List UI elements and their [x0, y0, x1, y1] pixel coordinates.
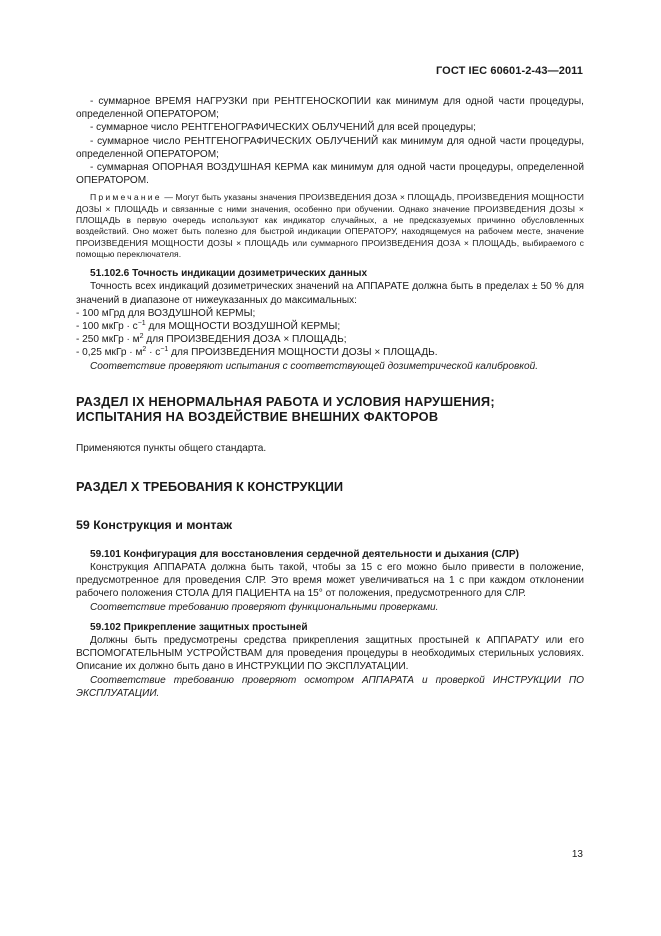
compliance-check: Соответствие проверяют испытания с соответствующей дозиметрической калибровкой. [90, 360, 539, 372]
compliance-check: Соответствие требованию проверяют функциональными проверками. [90, 601, 439, 613]
list-item: - суммарное число РЕНТГЕНОГРАФИЧЕСКИХ ОБЛУЧЕНИЙ для всей процедуры; [90, 122, 476, 134]
note-text: — Могут быть указаны значения ПРОИЗВЕДЕНИЯ ДОЗА × ПЛОЩАДЬ, ПРОИЗВЕДЕНИЯ МОЩНОСТИ ДОЗЫ × ПЛОЩАДЬ и связанные с ними значения, особенно при обучении. Однако значение ПРОИЗВЕДЕНИЯ ДОЗЫ × ПЛОЩАДЬ в первую очередь используют как индикатор случайных, а не предсказуемых причинно обусловленных воздействий. Оно может быть полезно для быстрой индикации ОПЕРАТОРУ, находящемуся на рабочем месте, значение ПРОИЗВЕДЕНИЯ МОЩНОСТИ ДОЗЫ × ПЛОЩАДЬ или суммарного ПРОИЗВЕДЕНИЯ ДОЗА × ПЛОЩАДЬ, выбираемого с помощью переключателя. [76, 192, 584, 259]
clause-51-102-6-title: 51.102.6 Точность индикации дозиметрических данных [90, 268, 368, 280]
dosimetric-values-list [76, 307, 584, 360]
section-9-heading: РАЗДЕЛ IX НЕНОРМАЛЬНАЯ РАБОТА И УСЛОВИЯ НАРУШЕНИЯ; ИСПЫТАНИЯ НА ВОЗДЕЙСТВИЕ ВНЕШНИХ ФАКТОРОВ [76, 393, 495, 425]
note-label: Примечание [90, 192, 162, 203]
section-10-heading: РАЗДЕЛ X ТРЕБОВАНИЯ К КОНСТРУКЦИИ [76, 479, 344, 495]
note-paragraph [76, 192, 584, 260]
list-item: - суммарное ВРЕМЯ НАГРУЗКИ при РЕНТГЕНОСКОПИИ как минимум для одной части процедуры, определенной ОПЕРАТОРОМ; [76, 96, 584, 121]
list-item: - 250 мкГр · $м^2$ для ПРОИЗВЕДЕНИЯ ДОЗА × ПЛОЩАДЬ; [76, 333, 347, 346]
standard-header: ГОСТ IEC 60601-2-43—2011 [435, 65, 583, 77]
list-item: - суммарная ОПОРНАЯ ВОЗДУШНАЯ КЕРМА как минимум для одной части процедуры, определенной ОПЕРАТОРОМ. [76, 162, 584, 187]
list-item: - 100 мГрд для ВОЗДУШНОЙ КЕРМЫ; [76, 307, 256, 319]
section-9-text: Применяются пункты общего стандарта. [76, 442, 267, 454]
list-item: - суммарное число РЕНТГЕНОГРАФИЧЕСКИХ ОБЛУЧЕНИЙ как минимум для одной части процедуры, определенной ОПЕРАТОРОМ; [76, 135, 584, 160]
list-item: - 0,25 мкГр · $м^2 \cdot с^{-1}$ для ПРОИЗВЕДЕНИЯ МОЩНОСТИ ДОЗЫ × ПЛОЩАДЬ. [76, 346, 438, 359]
page-content [76, 95, 584, 700]
clause-59-101-text: Конструкция АППАРАТА должна быть такой, чтобы за 15 с его можно было привести в положение, предусмотренное для проведения СЛР. Это время может увеличиваться на 1 с при каждом отклонении рабочего положения СТОЛА ДЛЯ ПАЦИЕНТА на 15° от положения, предусмотренного для СЛР. [76, 561, 584, 600]
page-number: 13 [571, 849, 583, 860]
clause-59-101-title: 59.101 Конфигурация для восстановления сердечной деятельности и дыхания (СЛР) [90, 548, 519, 560]
list-item: - 100 мкГр · $с^{-1}$ для МОЩНОСТИ ВОЗДУШНОЙ КЕРМЫ; [76, 320, 341, 333]
clause-51-102-6-intro: Точность всех индикаций дозиметрических значений на АППАРАТЕ должна быть в пределах ± 50 % для значений в диапазоне от нижеуказанных до максимальных: [76, 281, 584, 306]
clause-59-102-text: Должны быть предусмотрены средства прикрепления защитных простыней к АППАРАТУ или его ВСПОМОГАТЕЛЬНЫМ УСТРОЙСТВАМ для проведения процедуры в необходимых стерильных условиях. Описание их должно быть дано в ИНСТРУКЦИИ ПО ЭКСПЛУАТАЦИИ. [76, 634, 584, 673]
compliance-check: Соответствие требованию проверяют осмотром АППАРАТА и проверкой ИНСТРУКЦИИ ПО ЭКСПЛУАТАЦИИ. [76, 674, 584, 699]
clause-59-heading: 59 Конструкция и монтаж [76, 517, 233, 532]
clause-59-102-title: 59.102 Прикрепление защитных простыней [90, 621, 308, 633]
